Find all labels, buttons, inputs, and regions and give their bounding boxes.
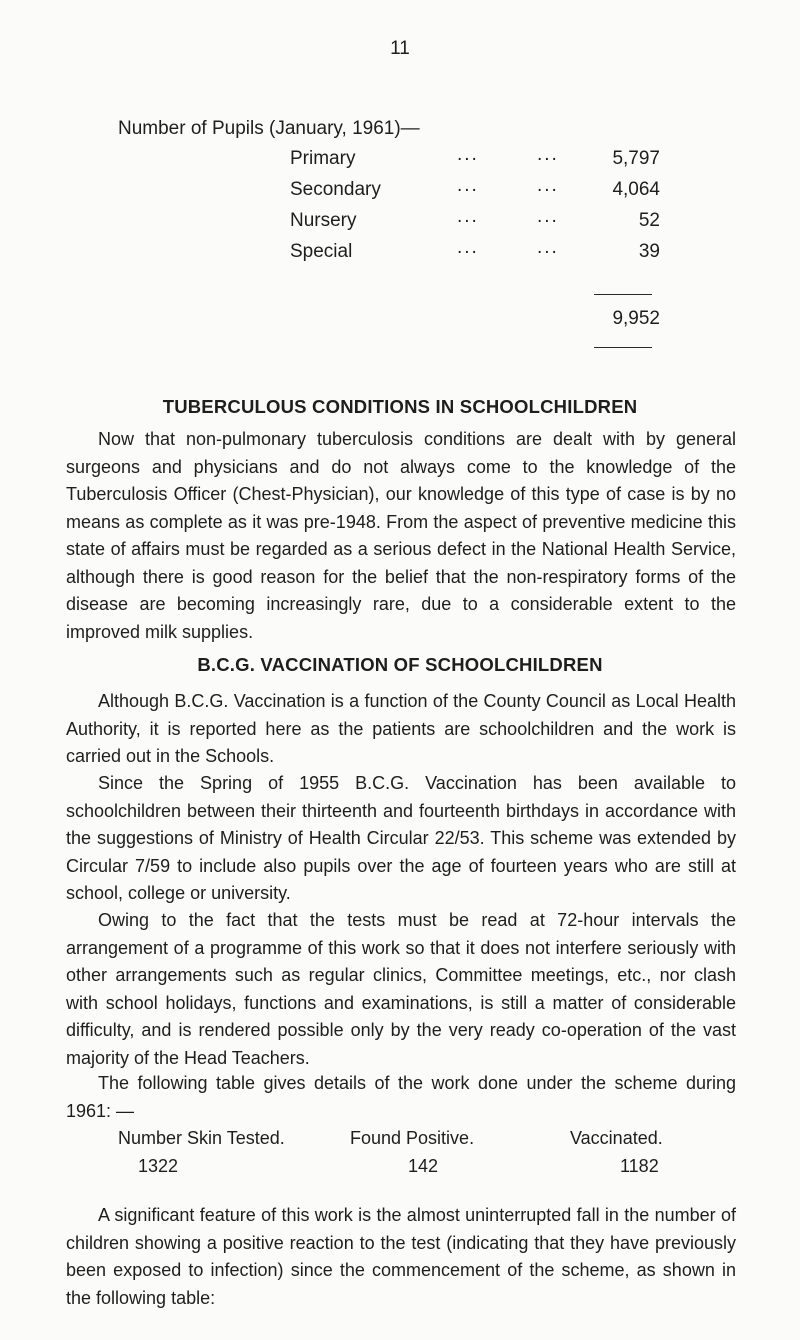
paragraph-bcg-intro: Although B.C.G. Vaccination is a function of the County Council as Local Health Authority, it is reported here as the patients are schoolchildren and the work is carried out in the Schools. — [66, 691, 736, 766]
table-header-vaccinated: Vaccinated. — [570, 1128, 663, 1148]
page-number: 11 — [390, 38, 410, 59]
pupil-row-nursery — [290, 206, 660, 240]
paragraph-closing: A significant feature of this work is the almost uninterrupted fall in the number of children showing a positive reaction to the test (indicating that they have previously been exposed to infection) since the commencement of the scheme, as shown in the following table: — [66, 1205, 736, 1308]
table-value-tested: 1322 — [138, 1156, 179, 1176]
paragraph-tuberculous: Now that non-pulmonary tuberculosis conditions are dealt with by general surgeons and physicians and do not always come to the knowledge of the Tuberculosis Officer (Chest-Physician), our knowledge of this type of case is by no means as complete as it was pre-1948. From the aspect of preventive medicine this state of affairs must be regarded as a serious defect in the National Health Service, although there is good reason for the belief that the non-respiratory forms of the disease are becoming increasingly rare, due to a considerable extent to the improved milk supplies. — [66, 429, 736, 642]
leader-dots: ... — [457, 237, 479, 258]
table-value-vaccinated: 1182 — [620, 1156, 659, 1176]
table-value-positive: 142 — [408, 1156, 439, 1176]
leader-dots: ... — [457, 144, 479, 165]
pupil-category: Nursery — [290, 210, 357, 231]
paragraph-bcg-history: Since the Spring of 1955 B.C.G. Vaccination has been available to schoolchildren between their thirteenth and fourteenth birthdays in accordance with the suggestions of Ministry of Health Circular 22/53. This scheme was extended by Circular 7/59 to include also pupils over the age of fourteen years who are still at school, college or university. — [66, 773, 736, 903]
pupil-count: 52 — [638, 210, 660, 231]
paragraph-bcg-table-intro: The following table gives details of the work done under the scheme during 1961: — — [66, 1073, 736, 1121]
total-rule-bottom — [594, 347, 652, 348]
pupil-row-special — [290, 237, 660, 271]
table-header-tested: Number Skin Tested. — [118, 1128, 285, 1148]
paragraph-bcg-arrangement: Owing to the fact that the tests must be read at 72-hour intervals the arrangement of a programme of this work so that it does not interfere seriously with other arrangements such as regular clinics, Committee meetings, etc., nor clash with school holidays, functions and examinations, is still a matter of considerable difficulty, and is rendered possible only by the very ready co-operation of the vast majority of the Head Teachers. — [66, 910, 736, 1068]
pupil-count: 39 — [638, 241, 660, 262]
leader-dots: ... — [457, 175, 479, 196]
leader-dots: ... — [537, 206, 559, 227]
pupil-row-primary — [290, 144, 660, 178]
pupil-category: Secondary — [290, 179, 381, 200]
leader-dots: ... — [537, 144, 559, 165]
table-value-row — [118, 1156, 718, 1184]
pupil-category: Primary — [290, 148, 356, 169]
pupil-row-secondary — [290, 175, 660, 209]
pupil-category: Special — [290, 241, 353, 262]
leader-dots: ... — [537, 175, 559, 196]
pupils-heading: Number of Pupils (January, 1961)— — [118, 118, 420, 139]
leader-dots: ... — [537, 237, 559, 258]
section-heading-bcg: B.C.G. VACCINATION OF SCHOOLCHILDREN — [197, 654, 603, 675]
pupil-count: 5,797 — [612, 148, 660, 169]
total-rule-top — [594, 294, 652, 295]
pupils-total: 9,952 — [612, 308, 660, 329]
table-header-row — [118, 1128, 718, 1156]
pupil-count: 4,064 — [612, 179, 660, 200]
leader-dots: ... — [457, 206, 479, 227]
section-heading-tuberculous: TUBERCULOUS CONDITIONS IN SCHOOLCHILDREN — [162, 396, 638, 417]
table-header-positive: Found Positive. — [350, 1128, 475, 1148]
